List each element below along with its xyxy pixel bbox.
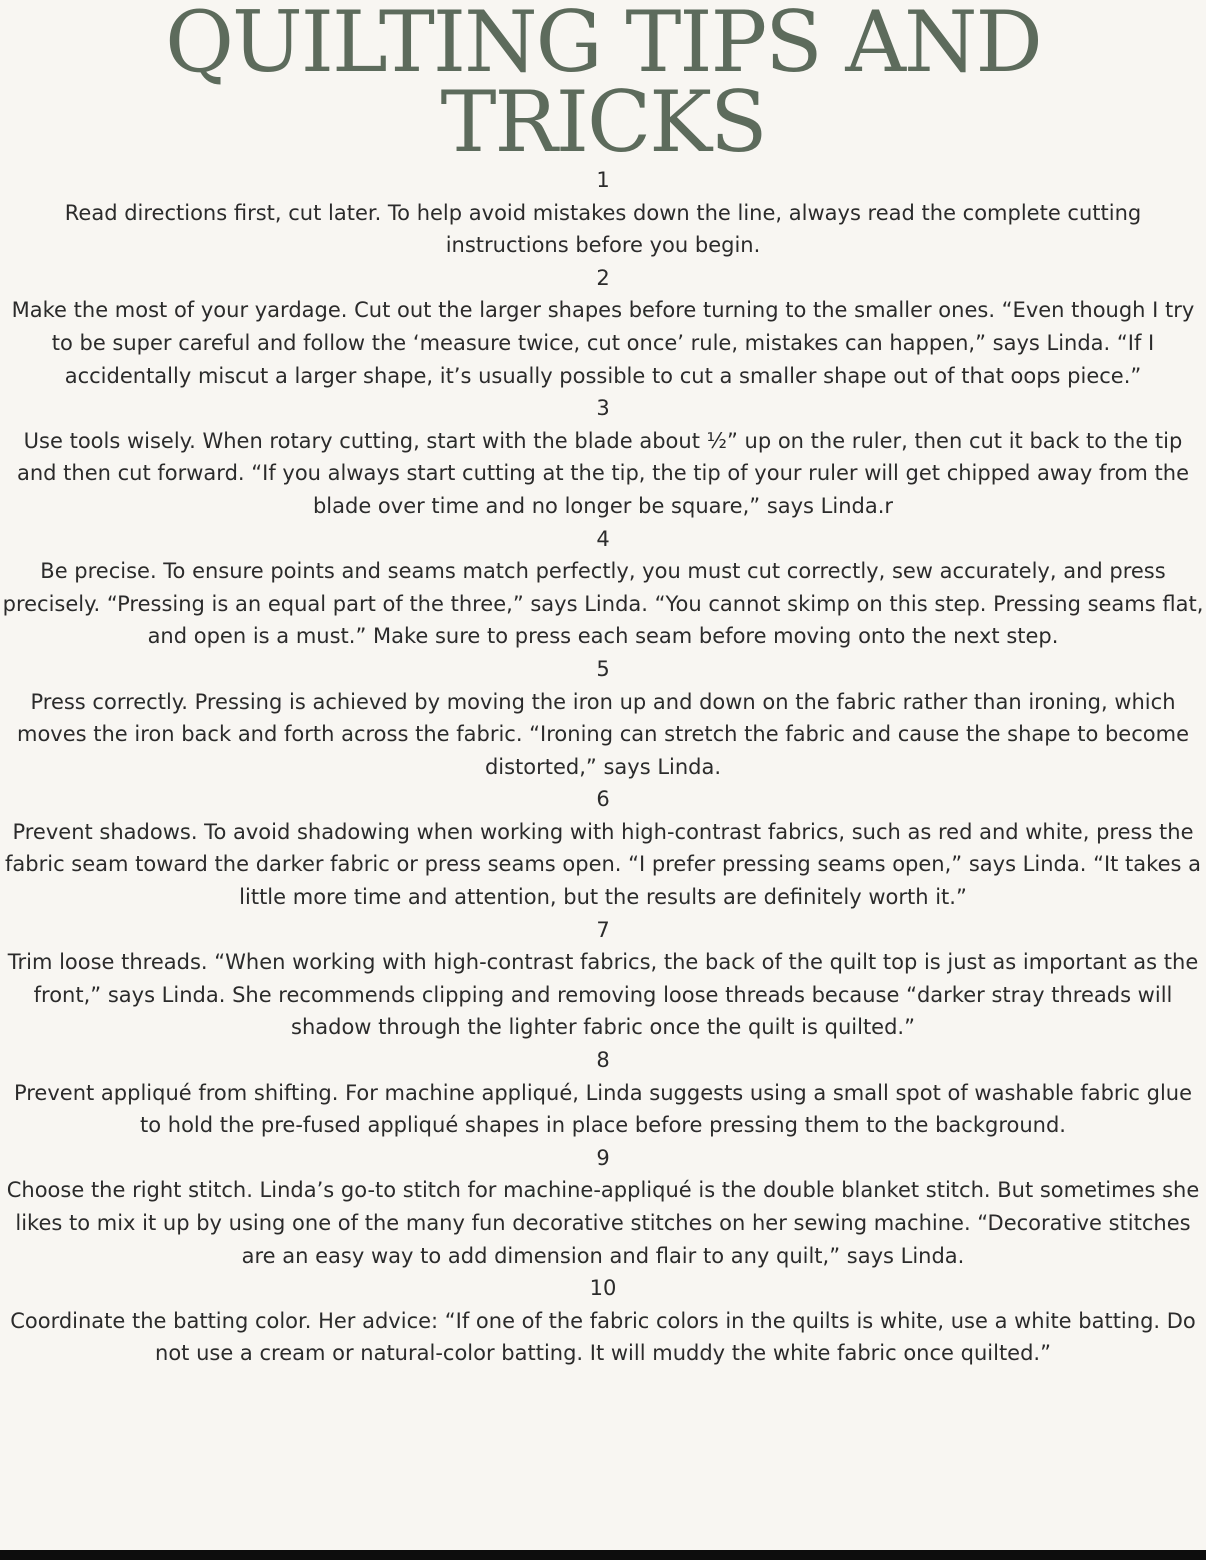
- tip-text: Be precise. To ensure points and seams match perfectly, you must cut correctly, sew accurately, and press precisely. “Pressing is an equal part of the three,” says Linda. “You cannot skimp on this step. Pressing seams flat, and open is a must.” Make sure to press each seam before moving onto the next step.: [2, 559, 1204, 649]
- tip-item: [0, 392, 1206, 522]
- tip-item: [0, 1044, 1206, 1142]
- tip-text: Prevent appliqué from shifting. For machine appliqué, Linda suggests using a small spot of washable fabric glue to hold the pre-fused appliqué shapes in place before pressing them to the background.: [13, 1080, 1193, 1138]
- tip-number: 2: [596, 265, 610, 290]
- tip-number: 8: [596, 1048, 610, 1073]
- tip-item: [0, 523, 1206, 653]
- tip-text: Read directions first, cut later. To help avoid mistakes down the line, always read the complete cutting instructions before you begin.: [64, 200, 1142, 258]
- page-title: QUILTING TIPS AND TRICKS: [165, 0, 1041, 171]
- tip-number: 5: [596, 656, 610, 681]
- tip-number: 10: [589, 1276, 617, 1301]
- tip-item: [0, 914, 1206, 1044]
- tip-number: 6: [596, 787, 610, 812]
- tip-text: Coordinate the batting color. Her advice: “If one of the fabric colors in the quilts is white, use a white batting. Do not use a cream or natural-color batting. It will muddy the white fabric once quilted.”: [10, 1308, 1196, 1366]
- tip-item: [0, 164, 1206, 262]
- tip-number: 7: [596, 917, 610, 942]
- tip-item: [0, 1142, 1206, 1272]
- tip-text: Make the most of your yardage. Cut out the larger shapes before turning to the smaller ones. “Even though I try to be super careful and follow the ‘measure twice, cut once’ rule, mistakes can happen,” says Linda. “If I accidentally miscut a larger shape, it’s usually possible to cut a smaller shape out of that oops piece.”: [11, 298, 1195, 388]
- tip-item: [0, 262, 1206, 392]
- tip-text: Use tools wisely. When rotary cutting, start with the blade about ½” up on the ruler, then cut it back to the tip and then cut forward. “If you always start cutting at the tip, the tip of your ruler will get chipped away from the blade over time and no longer be square,” says Linda.r: [16, 428, 1190, 518]
- tip-text: Prevent shadows. To avoid shadowing when working with high-contrast fabrics, such as red and white, press the fabric seam toward the darker fabric or press seams open. “I prefer pressing seams open,” says Linda. “It takes a little more time and attention, but the results are definitely worth it.”: [5, 819, 1201, 910]
- tip-item: [0, 1272, 1206, 1370]
- tip-item: [0, 783, 1206, 913]
- tip-number: 4: [596, 526, 610, 551]
- tip-number: 1: [596, 168, 610, 192]
- tip-number: 3: [596, 396, 610, 421]
- tip-text: Trim loose threads. “When working with high-contrast fabrics, the back of the quilt top is just as important as the front,” says Linda. She recommends clipping and removing loose threads because “darker stray threads will shadow through the lighter fabric once the quilt is quilted.”: [7, 950, 1199, 1040]
- tip-item: [0, 653, 1206, 783]
- tip-text: Press correctly. Pressing is achieved by moving the iron up and down on the fabric rather than ironing, which moves the iron back and forth across the fabric. “Ironing can stretch the fabric and cause the shape to become distorted,” says Linda.: [16, 689, 1189, 779]
- tip-text: Choose the right stitch. Linda’s go-to stitch for machine-appliqué is the double blanket stitch. But sometimes she likes to mix it up by using one of the many fun decorative stitches on her sewing machine. “Decorative stitches are an easy way to add dimension and flair to any quilt,” says Linda.: [6, 1178, 1200, 1268]
- bottom-border: [0, 1550, 1206, 1560]
- tip-number: 9: [596, 1145, 610, 1170]
- tips-list: [0, 164, 1206, 1370]
